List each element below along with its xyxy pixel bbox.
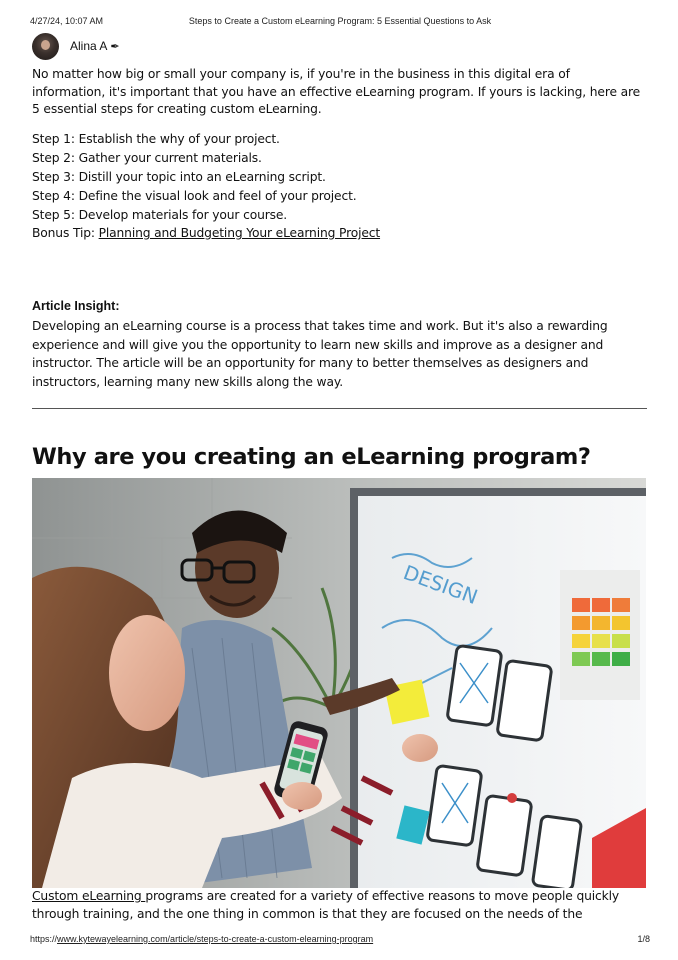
print-header bbox=[30, 16, 650, 28]
pen-icon: ✒ bbox=[110, 39, 120, 53]
steps-list bbox=[32, 130, 642, 225]
outro-paragraph bbox=[32, 888, 646, 923]
list-item: Step 2: Gather your current materials. bbox=[32, 151, 262, 165]
article-insight-body: Developing an eLearning course is a process that takes time and work. But it's also a rewarding experience and will give you the opportunity to learn new skills and improve as a designer and instructor. The article will be an opportunity for many to better themselves as designers and instructors, learning many new skills along the way. bbox=[32, 319, 608, 390]
list-item: Step 5: Develop materials for your course. bbox=[32, 208, 288, 222]
print-document-title: Steps to Create a Custom eLearning Program: 5 Essential Questions to Ask bbox=[188, 16, 492, 26]
svg-text:DESIGN: DESIGN bbox=[400, 560, 481, 610]
bonus-tip-label: Bonus Tip: bbox=[32, 226, 99, 240]
list-item: Step 4: Define the visual look and feel of your project. bbox=[32, 189, 357, 203]
print-page-number: 1/8 bbox=[637, 934, 650, 944]
list-item: Step 1: Establish the why of your project. bbox=[32, 132, 280, 146]
bonus-tip-link[interactable]: Planning and Budgeting Your eLearning Project bbox=[98, 226, 381, 240]
print-footer bbox=[30, 934, 650, 946]
print-datetime: 4/27/24, 10:07 AM bbox=[30, 16, 104, 26]
article-insight-title: Article Insight: bbox=[32, 299, 120, 313]
outro-text: programs are created for a variety of effective reasons to move people quickly through training, and the one thing in common is that they are focused on the needs of the bbox=[32, 889, 620, 921]
print-url-link[interactable]: www.kytewayelearning.com/article/steps-to-create-a-custom-elearning-program bbox=[57, 934, 374, 944]
list-item: Step 3: Distill your topic into an eLearning script. bbox=[32, 170, 326, 184]
author-avatar[interactable] bbox=[32, 33, 59, 60]
custom-elearning-link[interactable]: Custom eLearning bbox=[32, 889, 146, 903]
author-row bbox=[32, 32, 120, 60]
intro-paragraph: No matter how big or small your company is, if you're in the business in this digital era of information, it's important that you have an effective eLearning program. If yours is lacking, here are 5 essential steps for creating custom eLearning. bbox=[32, 67, 641, 116]
section-heading: Why are you creating an eLearning program? bbox=[32, 444, 591, 470]
bonus-tip bbox=[32, 225, 380, 242]
article-hero-image bbox=[32, 478, 646, 888]
print-url-prefix: https:// bbox=[30, 934, 58, 944]
author-name[interactable]: Alina A bbox=[70, 39, 108, 53]
section-divider bbox=[32, 408, 647, 409]
